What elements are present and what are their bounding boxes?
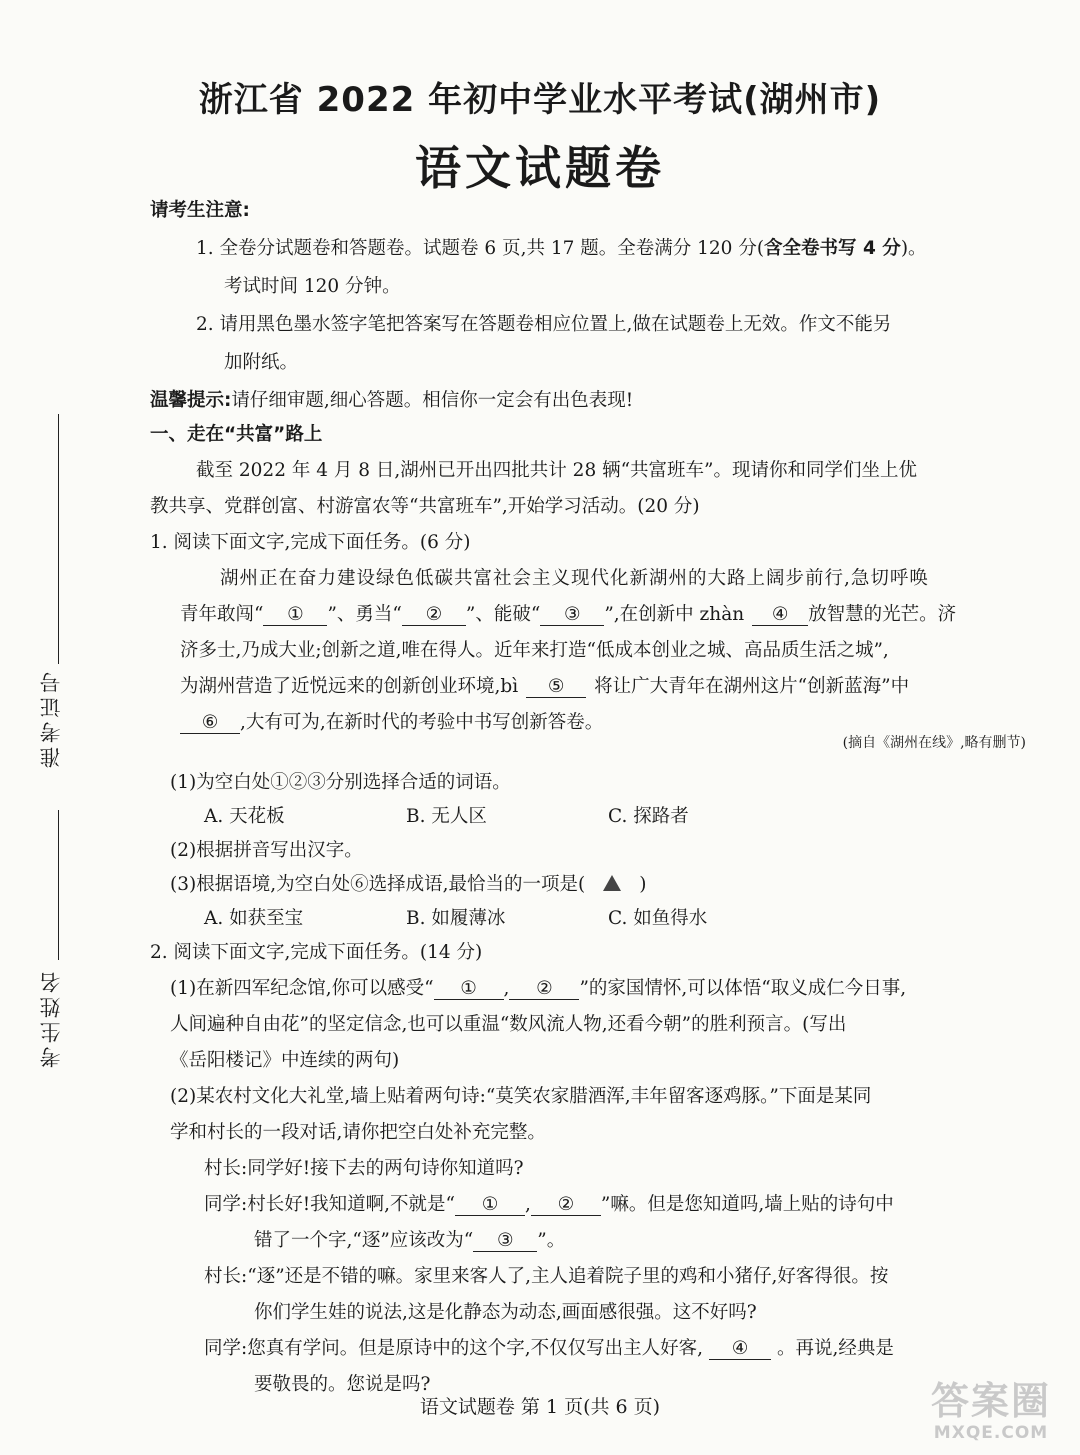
q2-text: 同学:村长好!我知道啊,不就是“ (204, 1194, 456, 1215)
q2-sub-2-cont: 学和村长的一段对话,请你把空白处补充完整。 (170, 1122, 546, 1143)
watermark-text: 答案圈 (930, 1379, 1051, 1423)
notice-heading: 请考生注意: (150, 200, 250, 221)
q1-text: ”、勇当“ (327, 604, 402, 625)
q1-sub-1-option-c: C. 探路者 (608, 806, 689, 827)
q2-text: (1)在新四军纪念馆,你可以感受“ (170, 978, 434, 999)
blank-3[interactable]: ③ (540, 604, 604, 626)
q1-sub-3-text: (3)根据语境,为空白处⑥选择成语,最恰当的一项是( (170, 874, 586, 895)
q1-sub-1-option-b: B. 无人区 (406, 806, 487, 827)
section-1-title: 一、走在“共富”路上 (150, 424, 323, 445)
exam-title: 浙江省 2022 年初中学业水平考试(湖州市) (198, 80, 882, 120)
blank-dialogue-2[interactable]: ② (531, 1194, 601, 1216)
notice-item-1-end: )。 (900, 238, 927, 259)
watermark-logo (916, 1379, 1066, 1447)
paper-subtitle: 语文试题卷 (415, 141, 665, 195)
q1-text: ,大有可为,在新时代的考验中书写创新答卷。 (240, 712, 604, 733)
dialogue-line-3: 村长:“逐”还是不错的嘛。家里来客人了,主人追着院子里的鸡和小猪仔,好客得很。按 (204, 1266, 889, 1287)
notice-item-2-cont: 加附纸。 (224, 352, 299, 373)
q1-sub-3 (170, 870, 646, 896)
blank-q2-1[interactable]: ① (434, 978, 504, 1000)
q1-passage-line-2 (180, 600, 956, 626)
q1-sub-1-option-a: A. 天花板 (204, 806, 285, 827)
q1-text: ”、能破“ (465, 604, 541, 625)
q2-text: 错了一个字,“逐”应该改为“ (254, 1230, 474, 1251)
notice-item-1 (196, 234, 927, 260)
dialogue-line-1: 村长:同学好!接下去的两句诗你知道吗? (204, 1158, 524, 1179)
warm-tip-label: 温馨提示: (150, 390, 232, 411)
section-1-intro: 截至 2022 年 4 月 8 日,湖州已开出四批共计 28 辆“共富班车”。现请你和同学们坐上优 (196, 460, 918, 481)
q1-text: ”,在创新中 zhàn (604, 604, 745, 625)
page-footer: 语文试题卷 第 1 页(共 6 页) (419, 1396, 661, 1418)
q1-passage-line-1: 湖州正在奋力建设绿色低碳共富社会主义现代化新湖州的大路上阔步前行,急切呼唤 (220, 568, 929, 589)
notice-item-1-text: 1. 全卷分试题卷和答题卷。试题卷 6 页,共 17 题。全卷满分 120 分( (196, 238, 765, 259)
dialogue-line-3-cont: 你们学生娃的说法,这是化静态为动态,画面感很强。这不好吗? (254, 1302, 757, 1323)
q2-text: ”嘛。但是您知道吗,墙上贴的诗句中 (600, 1194, 894, 1215)
blank-dialogue-1[interactable]: ① (455, 1194, 525, 1216)
notice-item-1-cont: 考试时间 120 分钟。 (224, 276, 401, 297)
name-label: 考生姓名 (39, 968, 63, 1068)
q2-text: ”。 (537, 1230, 566, 1251)
side-binding-strip (28, 410, 76, 1110)
name-line (58, 810, 59, 960)
q2-sub-2: (2)某农村文化大礼堂,墙上贴着两句诗:“莫笑农家腊酒浑,丰年留客逐鸡豚。”下面是某同 (170, 1086, 872, 1107)
blank-q2-2[interactable]: ② (509, 978, 579, 1000)
section-1-intro-cont: 教共享、党群创富、村游富农等“共富班车”,开始学习活动。(20 分) (150, 496, 700, 517)
blank-dialogue-4[interactable]: ④ (709, 1338, 771, 1360)
dialogue-line-2 (204, 1190, 894, 1216)
blank-6[interactable]: ⑥ (180, 712, 240, 734)
blank-2[interactable]: ② (402, 604, 466, 626)
blank-dialogue-3[interactable]: ③ (473, 1230, 537, 1252)
q2-sub-1 (170, 974, 906, 1000)
watermark-url: MXQE.COM (933, 1423, 1049, 1443)
q2-sub-1-cont-2: 《岳阳楼记》中连续的两句) (170, 1050, 400, 1071)
dialogue-line-2-cont (254, 1226, 565, 1252)
id-number-line (58, 414, 59, 664)
blank-4[interactable]: ④ (752, 604, 808, 626)
q1-sub-3-option-b: B. 如履薄冰 (406, 908, 506, 929)
blank-5[interactable]: ⑤ (526, 676, 586, 698)
warm-tip-text: 请仔细审题,细心答题。相信你一定会有出色表现! (231, 390, 634, 411)
q1-sub-1: (1)为空白处①②③分别选择合适的词语。 (170, 772, 511, 793)
q1-text: 为湖州营造了近悦远来的创新创业环境,bì (180, 676, 519, 697)
q1-source: (摘自《湖州在线》,略有删节) (842, 735, 1026, 751)
q2-heading: 2. 阅读下面文字,完成下面任务。(14 分) (150, 942, 483, 963)
q1-sub-3-option-c: C. 如鱼得水 (608, 908, 708, 929)
q2-text: , (503, 978, 510, 999)
q1-sub-2: (2)根据拼音写出汉字。 (170, 840, 363, 861)
blank-1[interactable]: ① (263, 604, 327, 626)
q1-sub-3-option-a: A. 如获至宝 (204, 908, 304, 929)
notice-item-1-bold: 含全卷书写 4 分 (764, 238, 901, 259)
q1-passage-line-4 (180, 672, 909, 698)
q2-text: 同学:您真有学问。但是原诗中的这个字,不仅仅写出主人好客, (204, 1338, 703, 1359)
q2-sub-1-cont: 人间遍种自由花”的坚定信念,也可以重温“数风流人物,还看今朝”的胜利预言。(写出 (170, 1014, 847, 1035)
q1-sub-3-close: ) (639, 874, 647, 895)
dialogue-line-4-cont: 要敬畏的。您说是吗? (254, 1374, 431, 1395)
q1-passage-line-5 (180, 708, 603, 734)
q1-text: 青年敢闯“ (180, 604, 264, 625)
q2-text: , (525, 1194, 531, 1215)
warm-tip (150, 386, 633, 412)
q2-text: 。再说,经典是 (777, 1338, 894, 1359)
q2-text: ”的家国情怀,可以体悟“取义成仁今日事, (579, 978, 907, 999)
dialogue-line-4 (204, 1334, 894, 1360)
id-number-label: 准考证号 (39, 668, 63, 768)
q1-text: 将让广大青年在湖州这片“创新蓝海”中 (594, 676, 910, 697)
triangle-icon (603, 875, 621, 891)
notice-item-2: 2. 请用黑色墨水签字笔把答案写在答题卷相应位置上,做在试题卷上无效。作文不能另 (196, 314, 892, 335)
q1-heading: 1. 阅读下面文字,完成下面任务。(6 分) (150, 532, 471, 553)
q1-text: 放智慧的光芒。济 (808, 604, 957, 625)
q1-passage-line-3: 济多士,乃成大业;创新之道,唯在得人。近年来打造“低成本创业之城、高品质生活之城”, (180, 640, 889, 661)
